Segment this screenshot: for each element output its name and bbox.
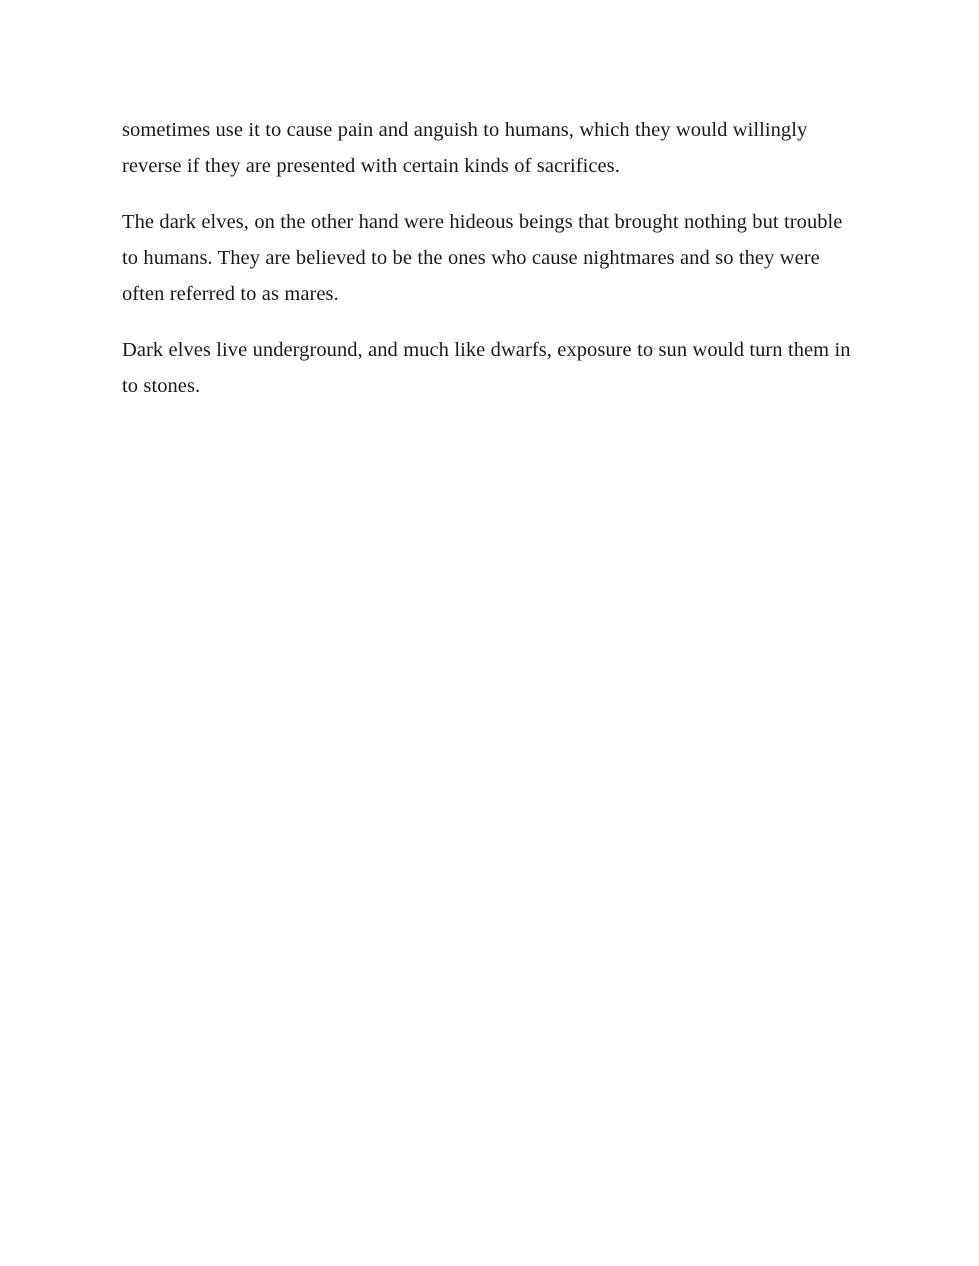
document-body xyxy=(122,112,857,404)
paragraph-3: Dark elves live underground, and much like dwarfs, exposure to sun would turn them in to stones. xyxy=(122,339,851,397)
paragraph-1: sometimes use it to cause pain and anguish to humans, which they would willingly reverse if they are presented with certain kinds of sacrifices. xyxy=(122,119,808,177)
paragraph-2: The dark elves, on the other hand were hideous beings that brought nothing but trouble to humans. They are believed to be the ones who cause nightmares and so they were often referred to as mares. xyxy=(122,211,843,305)
